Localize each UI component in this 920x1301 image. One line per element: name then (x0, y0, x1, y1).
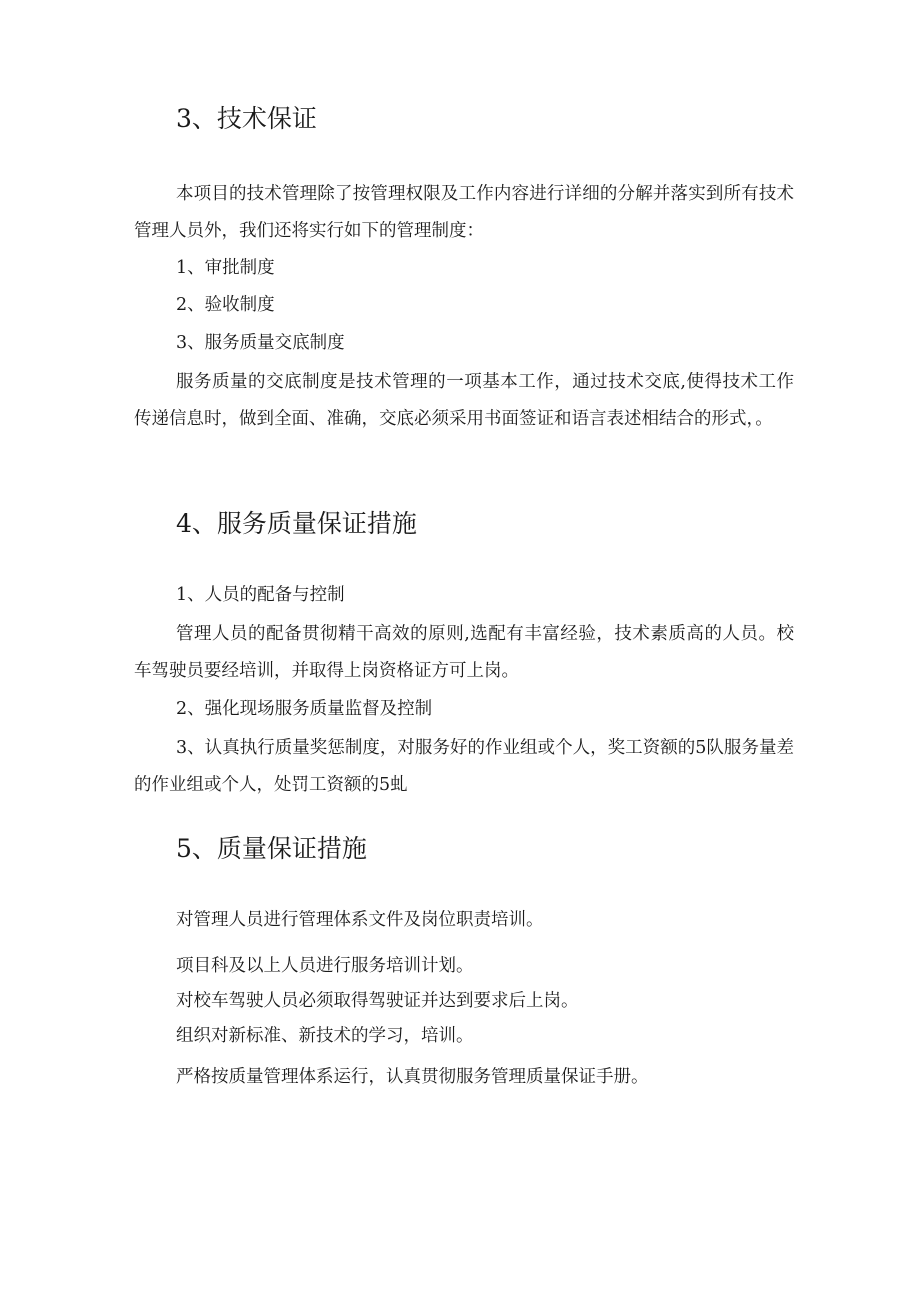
list-item-briefing: 3、服务质量交底制度 (176, 333, 345, 353)
list-item-training-3: 对校车驾驶人员必须取得驾驶证并达到要求后上岗。 (176, 991, 579, 1011)
list-item-training-1: 对管理人员进行管理体系文件及岗位职责培训。 (176, 910, 544, 930)
list-item-training-2: 项目科及以上人员进行服务培训计划。 (176, 956, 474, 976)
section-heading-service-quality: 4、服务质量保证措施 (176, 509, 417, 538)
list-item-approval: 1、审批制度 (176, 258, 275, 278)
section-heading-quality-assurance: 5、质量保证措施 (176, 834, 367, 863)
section-heading-technical-assurance: 3、技术保证 (176, 104, 317, 133)
list-item-training-5: 严格按质量管理体系运行，认真贯彻服务管理质量保证手册。 (176, 1067, 649, 1087)
list-item-acceptance: 2、验收制度 (176, 295, 275, 315)
list-item-training-4: 组织对新标准、新技术的学习，培训。 (176, 1026, 474, 1046)
staffing-paragraph: 管理人员的配备贯彻精干高效的原则,选配有丰富经验，技术素质高的人员。校车驾驶员要经培训，并取得上岗资格证方可上岗。 (134, 624, 794, 681)
section-intro-paragraph: 本项目的技术管理除了按管理权限及工作内容进行详细的分解并落实到所有技术管理人员外，我们还将实行如下的管理制度： (134, 184, 794, 241)
list-item-site-supervision: 2、强化现场服务质量监督及控制 (176, 699, 433, 719)
list-item-staffing: 1、人员的配备与控制 (176, 585, 345, 605)
briefing-paragraph: 服务质量的交底制度是技术管理的一项基本工作，通过技术交底,使得技术工作传递信息时，做到全面、准确，交底必须采用书面签证和语言表述相结合的形式，。 (134, 372, 794, 429)
reward-penalty-paragraph: 3、认真执行质量奖惩制度，对服务好的作业组或个人，奖工资额的5队服务量差的作业组或个人，处罚工资额的5虬 (134, 738, 794, 795)
